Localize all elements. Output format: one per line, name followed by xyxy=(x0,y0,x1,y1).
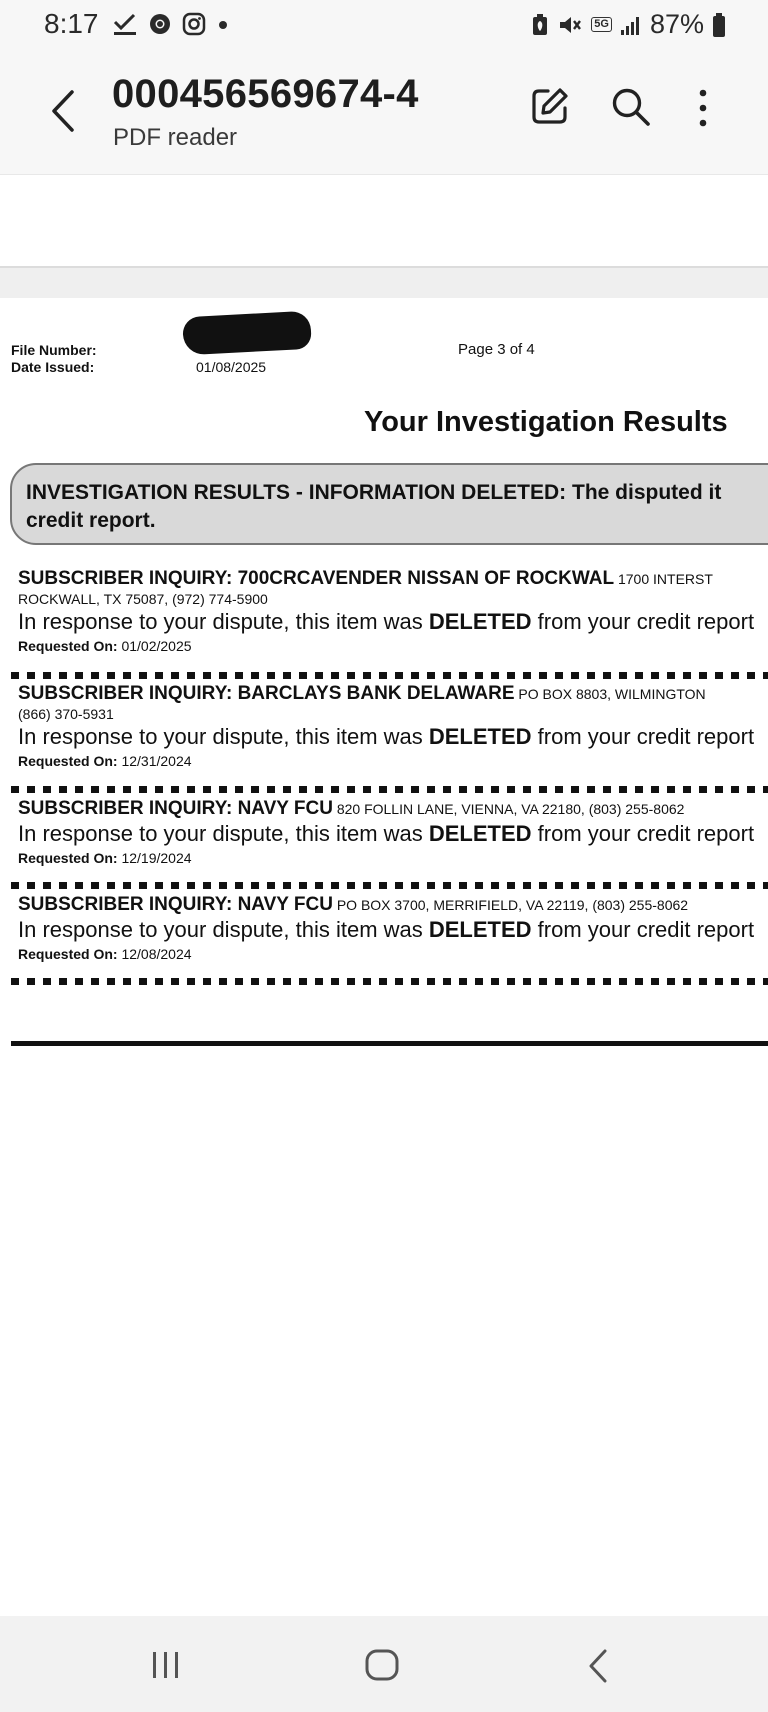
response-suffix: from your credit report xyxy=(531,821,755,846)
requested-label: Requested On: xyxy=(18,638,118,654)
response-text: In response to your dispute, this item was xyxy=(18,917,429,942)
home-icon[interactable] xyxy=(364,1648,400,1682)
edit-icon[interactable] xyxy=(530,86,570,126)
signal-icon xyxy=(620,14,642,36)
response-suffix: from your credit report xyxy=(531,724,755,749)
response-suffix: from your credit report xyxy=(531,917,755,942)
status-time: 8:17 xyxy=(44,8,99,39)
banner-line-2: credit report. xyxy=(26,509,156,532)
requested-date: 12/08/2024 xyxy=(117,946,192,962)
inquiry-item xyxy=(18,683,768,771)
inquiry-title: SUBSCRIBER INQUIRY: NAVY FCU xyxy=(18,894,333,915)
app-bar xyxy=(0,52,768,175)
requested-date: 12/19/2024 xyxy=(117,850,192,866)
system-icons xyxy=(531,9,726,40)
inquiry-item xyxy=(18,894,768,964)
recent-apps-icon[interactable] xyxy=(148,1650,184,1680)
back-icon[interactable] xyxy=(586,1648,610,1684)
requested-label: Requested On: xyxy=(18,850,118,866)
inquiry-address: 820 FOLLIN LANE, VIENNA, VA 22180, (803) 255-8062 xyxy=(332,801,685,817)
inquiry-item xyxy=(18,568,768,656)
battery-percent: 87% xyxy=(649,9,704,39)
notification-icons xyxy=(112,12,230,36)
file-number-label: File Number: xyxy=(11,342,97,358)
check-download-icon xyxy=(112,12,138,36)
requested-date: 01/02/2025 xyxy=(117,638,192,654)
dotted-divider xyxy=(11,978,768,985)
section-end-rule xyxy=(11,1041,768,1046)
inquiry-address: PO BOX 8803, WILMINGTON xyxy=(514,686,706,702)
results-heading: Your Investigation Results xyxy=(364,406,728,438)
response-text: In response to your dispute, this item was xyxy=(18,821,429,846)
pdf-page[interactable] xyxy=(0,298,768,1616)
system-nav-bar xyxy=(0,1616,768,1712)
inquiry-title: SUBSCRIBER INQUIRY: NAVY FCU xyxy=(18,798,333,819)
deleted-status: DELETED xyxy=(428,609,532,634)
inquiry-address-line2: ROCKWALL, TX 75087, (972) 774-5900 xyxy=(18,591,268,607)
status-bar xyxy=(0,0,768,52)
page-separator xyxy=(0,266,768,299)
date-issued-value: 01/08/2025 xyxy=(196,359,267,375)
mute-icon xyxy=(557,13,583,37)
inquiry-address: 1700 INTERST xyxy=(614,571,713,587)
deleted-status: DELETED xyxy=(428,724,532,749)
results-banner xyxy=(10,463,768,545)
inquiry-title: SUBSCRIBER INQUIRY: 700CRCAVENDER NISSAN OF ROCKWAL xyxy=(18,568,615,589)
redaction-mark xyxy=(182,311,312,356)
response-text: In response to your dispute, this item was xyxy=(18,724,429,749)
dotted-divider xyxy=(11,786,768,793)
deleted-status: DELETED xyxy=(428,821,532,846)
response-suffix: from your credit report xyxy=(531,609,755,634)
requested-label: Requested On: xyxy=(18,946,118,962)
requested-date: 12/31/2024 xyxy=(117,753,192,769)
search-icon[interactable] xyxy=(610,86,652,128)
more-options-icon[interactable] xyxy=(688,88,718,128)
dotted-divider xyxy=(11,882,768,889)
inquiry-title: SUBSCRIBER INQUIRY: BARCLAYS BANK DELAWARE xyxy=(18,683,515,704)
inquiry-address-line2: (866) 370-5931 xyxy=(18,706,114,722)
inquiry-item xyxy=(18,798,768,868)
requested-label: Requested On: xyxy=(18,753,118,769)
response-text: In response to your dispute, this item was xyxy=(18,609,429,634)
deleted-status: DELETED xyxy=(428,917,532,942)
instagram-icon xyxy=(182,12,206,36)
back-arrow-icon[interactable] xyxy=(44,86,84,136)
app-subtitle: PDF reader xyxy=(113,124,238,151)
page-indicator: Page 3 of 4 xyxy=(458,341,535,358)
battery-saver-icon xyxy=(531,13,549,37)
dot-icon xyxy=(216,12,230,36)
dotted-divider xyxy=(11,672,768,679)
chrome-icon xyxy=(148,12,172,36)
battery-icon xyxy=(712,12,726,38)
banner-line-1: INVESTIGATION RESULTS - INFORMATION DELETED: The disputed it xyxy=(26,481,722,504)
document-title: 000456569674-4 xyxy=(112,72,419,116)
5g-icon: 5G xyxy=(591,17,612,32)
date-issued-label: Date Issued: xyxy=(11,359,95,375)
inquiry-address: PO BOX 3700, MERRIFIELD, VA 22119, (803) 255-8062 xyxy=(332,897,689,913)
